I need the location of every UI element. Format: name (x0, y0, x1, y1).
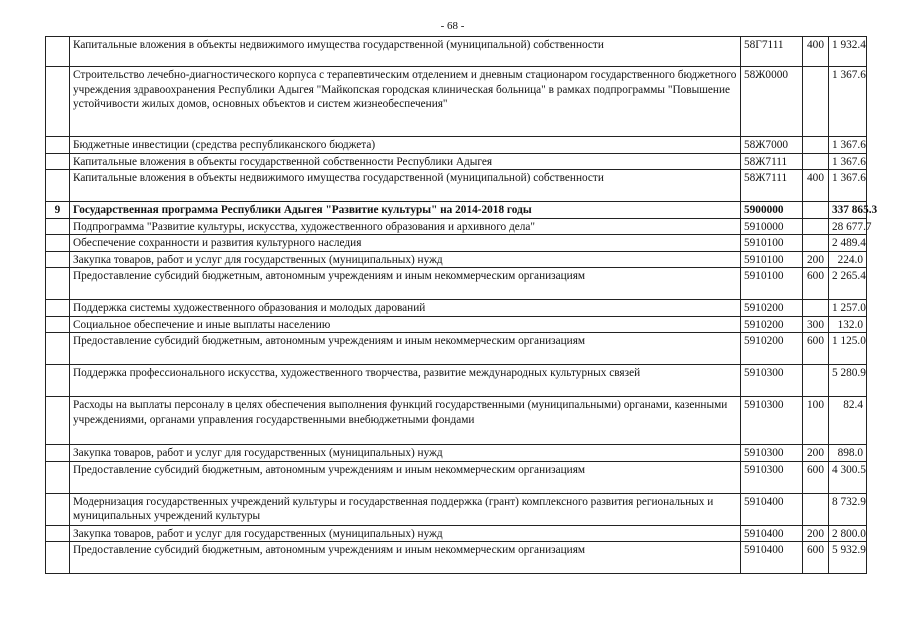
row-amount: 82.4 (829, 397, 867, 445)
row-expense-type: 600 (803, 333, 829, 365)
row-number (46, 218, 70, 235)
row-amount: 1 932.4 (829, 37, 867, 67)
row-target-code: 5910100 (741, 268, 803, 300)
row-expense-type (803, 202, 829, 219)
table-row (46, 37, 867, 67)
row-expense-type: 400 (803, 170, 829, 202)
table-row (46, 525, 867, 542)
row-target-code: 5910300 (741, 397, 803, 445)
row-expense-type (803, 365, 829, 397)
row-target-code: 5910200 (741, 333, 803, 365)
row-expense-type: 400 (803, 37, 829, 67)
row-expense-type (803, 300, 829, 317)
row-amount: 8 732.9 (829, 493, 867, 525)
row-number (46, 235, 70, 252)
row-target-code: 5910000 (741, 218, 803, 235)
row-number (46, 525, 70, 542)
row-target-code: 5910200 (741, 316, 803, 333)
row-name: Расходы на выплаты персоналу в целях обеспечения выполнения функций государственными (муниципальными) органами, казенными учреждениями, органами управления государственными внебюджетными фондами (70, 397, 741, 445)
row-expense-type: 300 (803, 316, 829, 333)
row-name: Поддержка профессионального искусства, художественного творчества, развитие международных культурных связей (70, 365, 741, 397)
budget-table-body (46, 37, 878, 574)
row-expense-type: 600 (803, 268, 829, 300)
row-expense-type: 100 (803, 397, 829, 445)
table-row (46, 218, 867, 235)
row-target-code: 5910300 (741, 365, 803, 397)
row-name: Капитальные вложения в объекты недвижимого имущества государственной (муниципальной) собственности (70, 37, 741, 67)
row-amount: 132.0 (829, 316, 867, 333)
row-target-code: 58Ж7000 (741, 137, 803, 154)
row-number (46, 397, 70, 445)
row-expense-type (803, 235, 829, 252)
row-number (46, 316, 70, 333)
row-target-code: 5900000 (741, 202, 803, 219)
row-name: Предоставление субсидий бюджетным, автономным учреждениям и иным некоммерческим организациям (70, 461, 741, 493)
row-expense-type (803, 153, 829, 170)
row-name: Предоставление субсидий бюджетным, автономным учреждениям и иным некоммерческим организациям (70, 333, 741, 365)
row-amount: 1 367.6 (829, 170, 867, 202)
table-row (46, 300, 867, 317)
table-row (46, 493, 867, 525)
row-amount: 1 367.6 (829, 67, 867, 137)
row-target-code: 5910400 (741, 542, 803, 574)
row-target-code: 5910200 (741, 300, 803, 317)
row-name: Модернизация государственных учреждений культуры и государственная поддержка (грант) комплексного развития региональных и муниципальных учреждений культуры (70, 493, 741, 525)
row-amount: 1 257.0 (829, 300, 867, 317)
row-name: Закупка товаров, работ и услуг для государственных (муниципальных) нужд (70, 525, 741, 542)
table-row (46, 153, 867, 170)
table-row (46, 268, 867, 300)
table-row (46, 333, 867, 365)
row-target-code: 58Г7111 (741, 37, 803, 67)
row-name: Бюджетные инвестиции (средства республиканского бюджета) (70, 137, 741, 154)
table-row (46, 251, 867, 268)
row-number (46, 153, 70, 170)
page-number: - 68 - (440, 20, 465, 32)
row-target-code: 5910300 (741, 445, 803, 462)
row-target-code: 58Ж0000 (741, 67, 803, 137)
row-target-code: 5910400 (741, 525, 803, 542)
row-amount: 1 125.0 (829, 333, 867, 365)
row-amount: 337 865.3 (829, 202, 867, 219)
row-target-code: 5910100 (741, 235, 803, 252)
row-expense-type: 600 (803, 542, 829, 574)
row-amount: 1 367.6 (829, 137, 867, 154)
row-number (46, 137, 70, 154)
table-row (46, 542, 867, 574)
row-name: Предоставление субсидий бюджетным, автономным учреждениям и иным некоммерческим организациям (70, 268, 741, 300)
row-expense-type (803, 493, 829, 525)
row-name: Закупка товаров, работ и услуг для государственных (муниципальных) нужд (70, 251, 741, 268)
row-number (46, 445, 70, 462)
row-amount: 2 489.4 (829, 235, 867, 252)
row-target-code: 5910100 (741, 251, 803, 268)
row-name: Закупка товаров, работ и услуг для государственных (муниципальных) нужд (70, 445, 741, 462)
row-expense-type (803, 67, 829, 137)
row-expense-type: 200 (803, 445, 829, 462)
row-name: Подпрограмма "Развитие культуры, искусства, художественного образования и архивного дела" (70, 218, 741, 235)
row-expense-type (803, 137, 829, 154)
row-number (46, 67, 70, 137)
row-amount: 5 932.9 (829, 542, 867, 574)
row-number (46, 461, 70, 493)
table-row (46, 365, 867, 397)
table-row (46, 445, 867, 462)
row-amount: 28 677.7 (829, 218, 867, 235)
row-name: Капитальные вложения в объекты государственной собственности Республики Адыгея (70, 153, 741, 170)
budget-table (45, 36, 878, 574)
table-row (46, 316, 867, 333)
row-expense-type: 600 (803, 461, 829, 493)
row-name: Государственная программа Республики Адыгея "Развитие культуры" на 2014-2018 годы (70, 202, 741, 219)
row-number (46, 493, 70, 525)
row-name: Социальное обеспечение и иные выплаты населению (70, 316, 741, 333)
row-amount: 224.0 (829, 251, 867, 268)
row-number: 9 (46, 202, 70, 219)
row-expense-type: 200 (803, 251, 829, 268)
table-row (46, 202, 867, 219)
row-number (46, 170, 70, 202)
row-number (46, 268, 70, 300)
table-row (46, 170, 867, 202)
row-number (46, 251, 70, 268)
table-row (46, 397, 867, 445)
row-amount: 5 280.9 (829, 365, 867, 397)
row-amount: 4 300.5 (829, 461, 867, 493)
row-name: Обеспечение сохранности и развития культурного наследия (70, 235, 741, 252)
table-row (46, 137, 867, 154)
row-target-code: 5910400 (741, 493, 803, 525)
table-row (46, 235, 867, 252)
row-target-code: 58Ж7111 (741, 170, 803, 202)
row-number (46, 37, 70, 67)
row-number (46, 365, 70, 397)
row-target-code: 58Ж7111 (741, 153, 803, 170)
row-name: Поддержка системы художественного образования и молодых дарований (70, 300, 741, 317)
row-number (46, 333, 70, 365)
table-row (46, 67, 867, 137)
row-expense-type: 200 (803, 525, 829, 542)
row-name: Предоставление субсидий бюджетным, автономным учреждениям и иным некоммерческим организациям (70, 542, 741, 574)
row-number (46, 542, 70, 574)
row-amount: 2 265.4 (829, 268, 867, 300)
row-amount: 2 800.0 (829, 525, 867, 542)
row-amount: 1 367.6 (829, 153, 867, 170)
row-name: Капитальные вложения в объекты недвижимого имущества государственной (муниципальной) собственности (70, 170, 741, 202)
row-target-code: 5910300 (741, 461, 803, 493)
row-name: Строительство лечебно-диагностического корпуса с терапевтическим отделением и дневным стационаром государственного бюджетного учреждения здравоохранения Республики Адыгея "Майкопская городская клиническая больница" в рамках подпрограммы "Повышение устойчивости жилых домов, основных объектов и систем жизнеобеспечения" (70, 67, 741, 137)
table-row (46, 461, 867, 493)
row-expense-type (803, 218, 829, 235)
row-amount: 898.0 (829, 445, 867, 462)
row-number (46, 300, 70, 317)
